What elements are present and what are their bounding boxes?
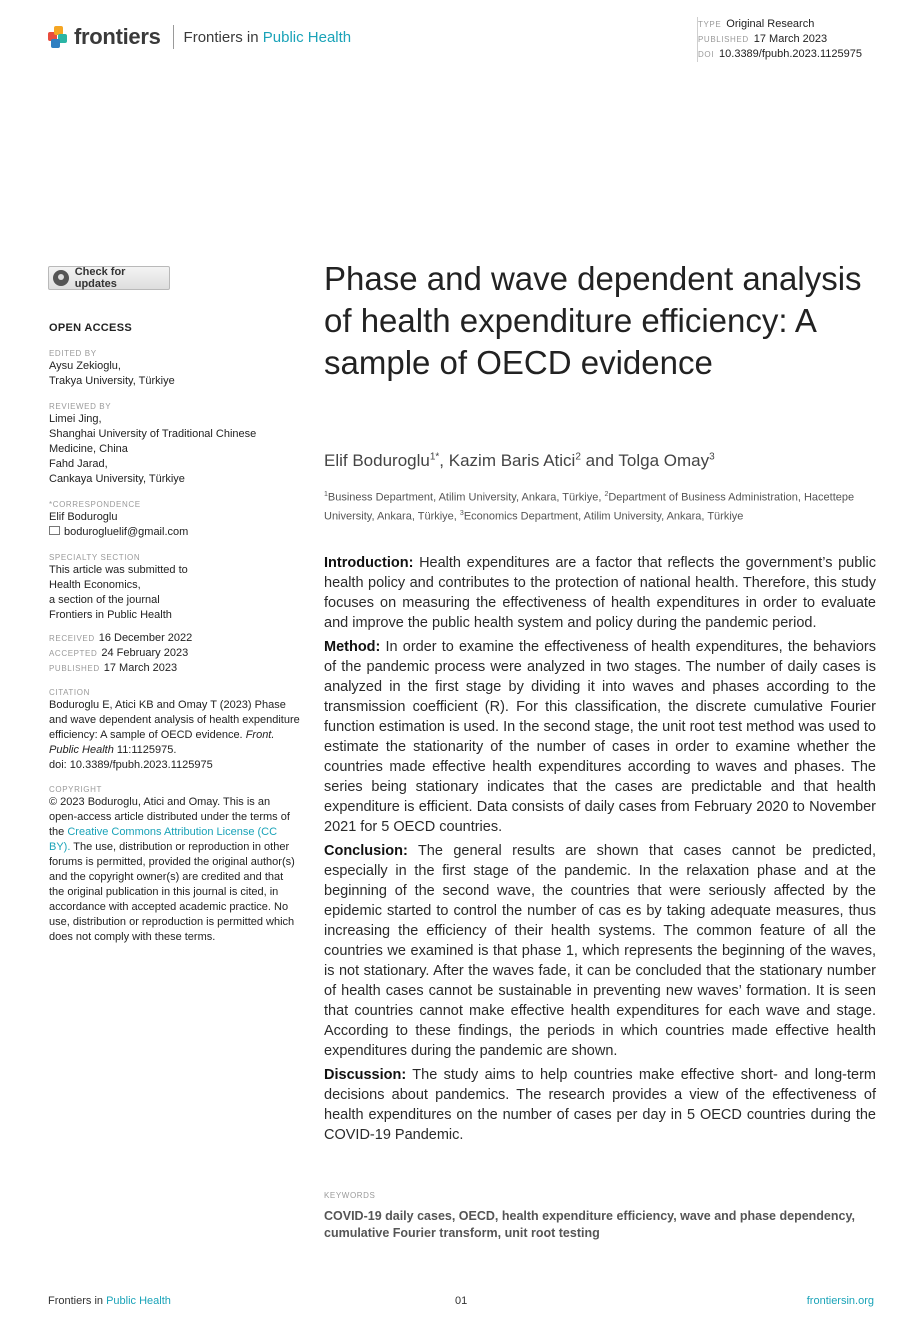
- author-list: Elif Boduroglu$^{1*}$, Kazim Baris Atici$^2$ and Tolga Omay$^3$: [324, 451, 715, 470]
- citation-section: CITATION Boduroglu E, Atici KB and Omay T (2023) Phase and wave dependent analysis of health expenditure efficiency: A sample of OECD evidence. Front. Public Health 11:1125975. doi: 10.3389/fpubh.2023.1125975: [49, 688, 300, 771]
- footer-journal[interactable]: Frontiers in Public Health: [48, 1295, 171, 1307]
- abstract-method: Method: In order to examine the effectiveness of health expenditures, the behaviors of the pandemic process were analyzed in two stages. The number of daily cases is analyzed in the first stage by dividing it into waves and phases according to the transmission coefficient (R). For this classification, the discrete cumulative Fourier function estimation is used. In the second stage, the unit root test method was used to estimate the stationarity of the number of cases in order to examine whether the countries made effective health expenditures according to waves and phases. The series being stationary indicates that the cases are predictable and that health expenditure is efficient. Data consists of daily cases from February 2020 to November 2021 for 5 OECD countries.: [324, 639, 877, 835]
- author-name[interactable]: Elif Boduroglu: [324, 451, 430, 470]
- article-meta: [697, 17, 893, 62]
- author-name[interactable]: , Kazim Baris Atici: [439, 451, 576, 470]
- published-key: PUBLISHED: [698, 35, 749, 44]
- check-for-updates-button[interactable]: Check for updates: [48, 266, 170, 290]
- keywords: COVID-19 daily cases, OECD, health expenditure efficiency, wave and phase dependency, cumulative Fourier transform, unit root testing: [324, 1209, 855, 1240]
- article-title: Phase and wave dependent analysis of health expenditure efficiency: A sample of OECD evidence: [324, 260, 862, 381]
- keywords-heading: KEYWORDS: [324, 1191, 376, 1200]
- type-value: Original Research: [726, 18, 815, 30]
- abstract: [324, 553, 876, 1149]
- affiliations: $^1$Business Department, Atilim University, Ankara, Türkiye, $^2$Department of Business Administration, Hacettepe University, Ankara, Türkiye, $^3$Economics Department, Atilim University, Ankara, Türkiye: [324, 491, 855, 523]
- correspondence-email[interactable]: bodurogluelif@gmail.com: [49, 525, 301, 540]
- reviewed-by-section: REVIEWED BY Limei Jing, Shanghai University of Traditional Chinese Medicine, China Fahd Jarad, Cankaya University, Türkiye: [49, 402, 257, 485]
- specialty-section: SPECIALTY SECTION This article was submitted to Health Economics, a section of the journal Frontiers in Public Health: [49, 553, 188, 621]
- edited-by-section: EDITED BY Aysu Zekioglu, Trakya University, Türkiye: [49, 349, 175, 387]
- journal-header: [48, 24, 351, 50]
- page-number: 01: [455, 1295, 468, 1307]
- dates-section: RECEIVED 16 December 2022 ACCEPTED 24 February 2023 PUBLISHED 17 March 2023: [49, 632, 193, 674]
- site-link[interactable]: frontiersin.org: [806, 1295, 874, 1307]
- abstract-conclusion: Conclusion: The general results are shown that cases cannot be predicted, especially in the first stage of the pandemic. In the relaxation phase and at the beginning of the second wave, the countries that were seriously affected by the epidemic started to control the number of cas es by taking adequate measures, thus increasing the efficiency of their health systems. The common feature of all the countries we examined is that phase 1, which represents the beginning of the waves, is not stationary. After the waves fade, it can be concluded that the stationary number of health cases cannot be sustainable in preventing new waves’ formation. It is seen that countries cannot make effective health expenditures for each wave and stage. According to these findings, the periods in which countries made effective health expenditures during the pandemic are shown.: [324, 843, 876, 1059]
- update-icon: [53, 270, 69, 286]
- mail-icon: [49, 526, 60, 535]
- doi-value[interactable]: 10.3389/fpubh.2023.1125975: [719, 48, 862, 60]
- published-value: 17 March 2023: [753, 33, 828, 45]
- frontiers-logo-text: frontiers: [74, 24, 161, 49]
- journal-name[interactable]: Frontiers in Public Health: [183, 28, 352, 46]
- abstract-introduction: Introduction: Health expenditures are a factor that reflects the government’s public health policy and contributes to the protection of national health. Therefore, this study focuses on measuring the effectiveness of health expenditures in order to evaluate and improve the public health system and policy during the pandemic period.: [324, 555, 877, 631]
- type-key: TYPE: [698, 20, 722, 29]
- license-link[interactable]: Creative Commons Attribution License (CC BY).: [49, 826, 278, 853]
- open-access-label: OPEN ACCESS: [49, 322, 132, 334]
- copyright-section: COPYRIGHT © 2023 Boduroglu, Atici and Omay. This is an open-access article distributed under the terms of the Creative Commons Attribution License (CC BY). The use, distribution or reproduction in other forums is permitted, provided the original author(s) and the copyright owner(s) are credited and that the original publication in this journal is cited, in accordance with accepted academic practice. No use, distribution or reproduction is permitted which does not comply with these terms.: [49, 785, 295, 943]
- abstract-discussion: Discussion: The study aims to help countries make effective short- and long-term decisions about pandemics. The research provides a view of the effectiveness of health expenditures on the number of cases per day in 5 OECD countries during the COVID-19 Pandemic.: [324, 1067, 876, 1143]
- author-name[interactable]: and Tolga Omay: [580, 451, 710, 470]
- frontiers-logo-icon: [48, 26, 68, 48]
- correspondence-section: *CORRESPONDENCE Elif Boduroglu bodurogluelif@gmail.com: [49, 499, 301, 540]
- header-divider: [173, 25, 174, 49]
- doi-key: DOI: [698, 50, 715, 59]
